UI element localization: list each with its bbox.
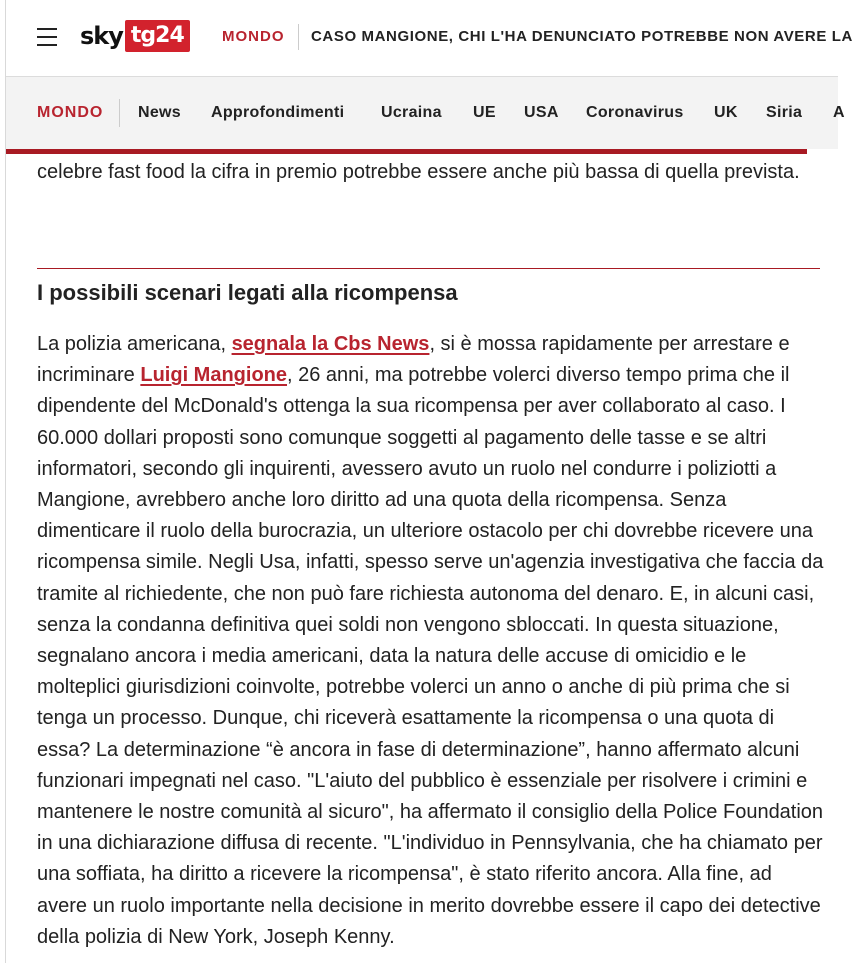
section-title: I possibili scenari legati alla ricompensa: [37, 280, 458, 305]
article-intro-tail: [37, 157, 827, 188]
logo-tg24-text: tg24: [125, 20, 190, 52]
nav-item-uk[interactable]: UK: [714, 104, 738, 121]
hamburger-menu-icon[interactable]: [37, 28, 57, 46]
luigi-mangione-link[interactable]: Luigi Mangione: [140, 364, 288, 387]
nav-divider: [119, 99, 120, 127]
nav-item-coronavirus[interactable]: Coronavirus: [586, 104, 684, 121]
intro-paragraph: celebre fast food la cifra in premio potrebbe essere anche più bassa di quella prevista.: [37, 161, 800, 183]
header-section-label[interactable]: MONDO: [222, 28, 285, 45]
nav-item-news[interactable]: News: [138, 104, 181, 121]
nav-item-usa[interactable]: USA: [524, 104, 559, 121]
nav-item-mondo[interactable]: MONDO: [37, 104, 104, 121]
section-divider-rule: [37, 268, 820, 269]
skytg24-logo[interactable]: [80, 20, 190, 52]
nav-item-approfondimenti[interactable]: Approfondimenti: [211, 104, 345, 121]
body-text-start: La polizia americana,: [37, 333, 232, 355]
nav-item-truncated[interactable]: A: [833, 104, 845, 121]
cbs-news-link[interactable]: segnala la Cbs News: [231, 333, 430, 355]
header-headline: CASO MANGIONE, CHI L'HA DENUNCIATO POTREBBE NON AVERE LA: [311, 28, 853, 45]
top-header: [6, 0, 853, 77]
body-text-rest: , 26 anni, ma potrebbe volerci diverso tempo prima che il dipendente del McDonald's ottenga la sua ricompensa per aver collaborato al caso. I 60.000 dollari proposti sono comunque soggetti al pagamento delle tasse e se altri informatori, secondo gli inquirenti, avessero avuto un ruolo nel condurre i poliziotti a Mangione, avrebbero anche loro diritto ad una quota della ricompensa. Senza dimenticare il ruolo della burocrazia, un ulteriore ostacolo per chi dovrebbe ricevere una ricompensa simile. Negli Usa, infatti, spesso serve un'agenzia investigativa che faccia da tramite al richiedente, che non può fare richiesta autonoma del denaro. E, in alcuni casi, senza la condanna definitiva quei soldi non vengono sbloccati. In questa situazione, segnalano ancora i media americani, data la natura delle accuse di omicidio e le molteplici giurisdizioni coinvolte, potrebbe volerci un anno o anche di più prima che si tenga un processo. Dunque, chi riceverà esattamente la ricompensa o una quota di essa? La determinazione “è ancora in fase di determinazione”, hanno affermato alcuni funzionari impegnati nel caso. "L'aiuto del pubblico è essenziale per risolvere i crimini e mantenere le nostre comunità al sicuro", ha affermato il consiglio della Police Foundation in una dichiarazione diffusa di recente. "L'individuo in Pennsylvania, che ha chiamato per una soffiata, ha diritto a ricevere la ricompensa", è stato riferito ancora. Alla fine, ad avere un ruolo importante nella decisione in merito dovrebbe essere il capo dei detective della polizia di New York, Joseph Kenny.: [37, 364, 824, 948]
body-text-mid: , si è mossa rapidamente per arrestare e incriminare: [37, 333, 790, 387]
nav-item-ue[interactable]: UE: [473, 104, 496, 121]
logo-sky-text: sky: [80, 22, 123, 50]
header-divider: [298, 24, 299, 50]
body-paragraph: [37, 329, 827, 953]
nav-item-ucraina[interactable]: Ucraina: [381, 104, 442, 121]
section-progress-bar: [6, 149, 807, 154]
section-navbar: [6, 77, 845, 149]
nav-item-siria[interactable]: Siria: [766, 104, 803, 121]
article-body: [37, 329, 827, 953]
